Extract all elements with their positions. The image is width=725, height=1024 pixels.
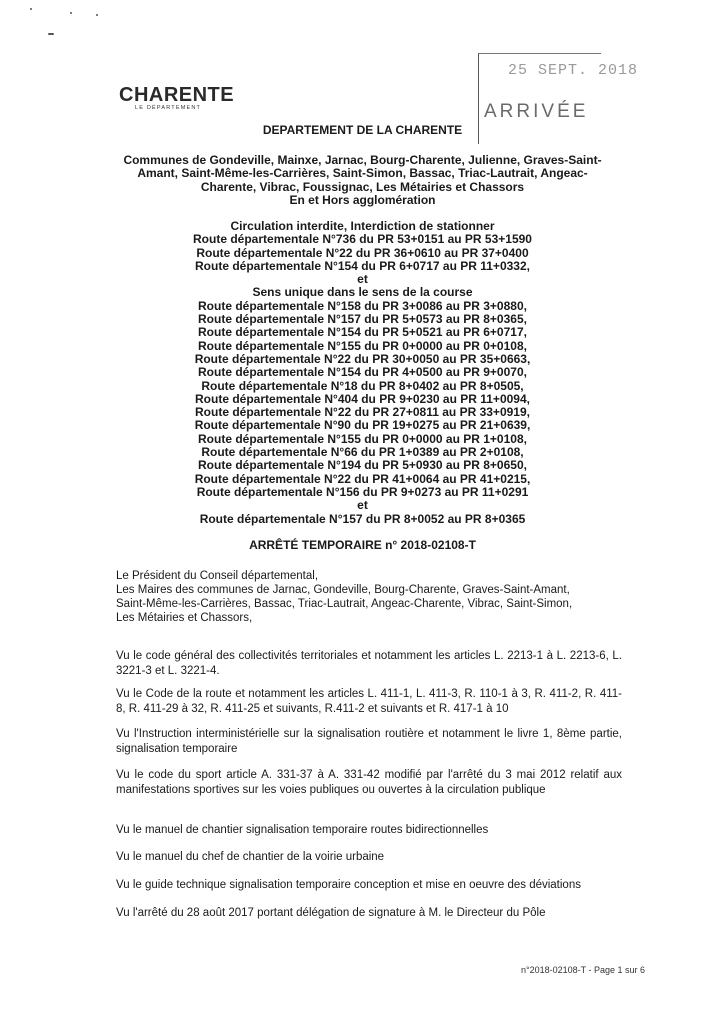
page-reference: n°2018-02108-T - Page 1 sur 6 bbox=[521, 965, 646, 975]
restriction-line: Route départementale N°22 du PR 27+0811 au PR 33+0919, bbox=[195, 405, 530, 420]
logo-subtitle: LE DÉPARTEMENT bbox=[135, 105, 202, 111]
restriction-line: Route départementale N°194 du PR 5+0930 au PR 8+0650, bbox=[198, 458, 527, 473]
scan-speck bbox=[70, 12, 72, 14]
restriction-line: Route départementale N°22 du PR 36+0610 au PR 37+0400 bbox=[196, 245, 529, 260]
considerant-paragraph: Vu le manuel de chantier signalisation temporaire routes bidirectionnelles bbox=[116, 824, 489, 836]
communes-line: Amant, Saint-Même-les-Carrières, Saint-Simon, Bassac, Triac-Lautrait, Angeac- bbox=[137, 166, 588, 181]
communes-block bbox=[95, 154, 630, 207]
restriction-line: Route départementale N°90 du PR 19+0275 au PR 21+0639, bbox=[194, 418, 531, 433]
restriction-line: Route départementale N°156 du PR 9+0273 au PR 11+0291 bbox=[196, 484, 529, 499]
considerant-paragraph: Vu l'Instruction interministérielle sur la signalisation routière et notamment le livre 1, 8ème partie, signalisation temporaire bbox=[116, 728, 622, 755]
communes-line: Communes de Gondeville, Mainxe, Jarnac, Bourg-Charente, Julienne, Graves-Saint- bbox=[123, 153, 602, 167]
scan-speck bbox=[30, 8, 32, 10]
restriction-line: Route départementale N°18 du PR 8+0402 au PR 8+0505, bbox=[201, 378, 524, 393]
restriction-line: Route départementale N°154 du PR 4+0500 au PR 9+0070, bbox=[198, 365, 527, 380]
arrete-title: ARRÊTÉ TEMPORAIRE n° 2018-02108-T bbox=[249, 538, 476, 552]
restriction-line: et bbox=[357, 272, 368, 287]
restrictions-block bbox=[95, 220, 630, 526]
president-line: Les Métairies et Chassors, bbox=[116, 612, 253, 624]
restriction-line: Sens unique dans le sens de la course bbox=[252, 285, 473, 300]
restriction-line: Route départementale N°736 du PR 53+0151 au PR 53+1590 bbox=[193, 232, 532, 247]
president-block bbox=[116, 569, 622, 625]
restriction-line: Route départementale N°154 du PR 6+0717 au PR 11+0332, bbox=[195, 258, 530, 273]
considerant-paragraph: Vu le manuel du chef de chantier de la voirie urbaine bbox=[116, 851, 385, 863]
restriction-line: Route départementale N°22 du PR 30+0050 au PR 35+0663, bbox=[194, 351, 531, 366]
restriction-line: Route départementale N°157 du PR 8+0052 au PR 8+0365 bbox=[199, 511, 526, 526]
restriction-line: Route départementale N°154 du PR 5+0521 au PR 6+0717, bbox=[198, 325, 527, 340]
considerant-paragraph: Vu le code général des collectivités territoriales et notamment les articles L. 2213-1 à L. 2213-6, L. 3221-3 et L. 3221-4. bbox=[116, 650, 622, 677]
restriction-line: Route départementale N°22 du PR 41+0064 au PR 41+0215, bbox=[194, 471, 531, 486]
considerant-paragraph: Vu le code du sport article A. 331-37 à A. 331-42 modifié par l'arrêté du 3 mai 2012 relatif aux manifestations sportives sur les voies publiques ou ouvertes à la circulation publique bbox=[116, 769, 622, 796]
president-line: Les Maires des communes de Jarnac, Gondeville, Bourg-Charente, Graves-Saint-Amant, bbox=[116, 584, 570, 596]
considerant-paragraph: Vu le Code de la route et notamment les articles L. 411-1, L. 411-3, R. 110-1 à 3, R. 411-2, R. 411-8, R. 411-29 à 32, R. 411-25 et suivants, R.411-2 et suivants et R. 417-1 à 10 bbox=[116, 688, 622, 715]
stamp-date: 25 SEPT. 2018 bbox=[508, 62, 639, 79]
restriction-line: Route départementale N°158 du PR 3+0086 au PR 3+0880, bbox=[198, 298, 527, 313]
considerant-paragraph: Vu le guide technique signalisation temporaire conception et mise en oeuvre des déviations bbox=[116, 879, 581, 891]
restriction-line: Route départementale N°66 du PR 1+0389 au PR 2+0108, bbox=[201, 445, 524, 460]
president-line: Le Président du Conseil départemental, bbox=[116, 570, 319, 582]
considerant-paragraph: Vu l'arrêté du 28 août 2017 portant délégation de signature à M. le Directeur du Pôle bbox=[116, 907, 546, 919]
communes-line: En et Hors agglomération bbox=[289, 192, 436, 207]
communes-line: Charente, Vibrac, Foussignac, Les Métairies et Chassors bbox=[200, 179, 525, 194]
stamp-arrivee: ARRIVÉE bbox=[484, 101, 589, 122]
restriction-line: Route départementale N°155 du PR 0+0000 au PR 1+0108, bbox=[198, 431, 527, 446]
restriction-line: et bbox=[357, 498, 368, 513]
scan-speck bbox=[96, 14, 98, 16]
logo-charente: CHARENTE bbox=[119, 84, 235, 106]
restriction-line: Route départementale N°157 du PR 5+0573 au PR 8+0365, bbox=[198, 312, 527, 327]
restriction-line: Circulation interdite, Interdiction de stationner bbox=[230, 219, 495, 233]
scan-speck bbox=[48, 33, 54, 35]
president-line: Saint-Même-les-Carrières, Bassac, Triac-Lautrait, Angeac-Charente, Vibrac, Saint-Simon, bbox=[116, 598, 573, 610]
department-title: DEPARTEMENT DE LA CHARENTE bbox=[262, 123, 463, 137]
restriction-line: Route départementale N°404 du PR 9+0230 au PR 11+0094, bbox=[195, 391, 530, 406]
restriction-line: Route départementale N°155 du PR 0+0000 au PR 0+0108, bbox=[198, 338, 527, 353]
